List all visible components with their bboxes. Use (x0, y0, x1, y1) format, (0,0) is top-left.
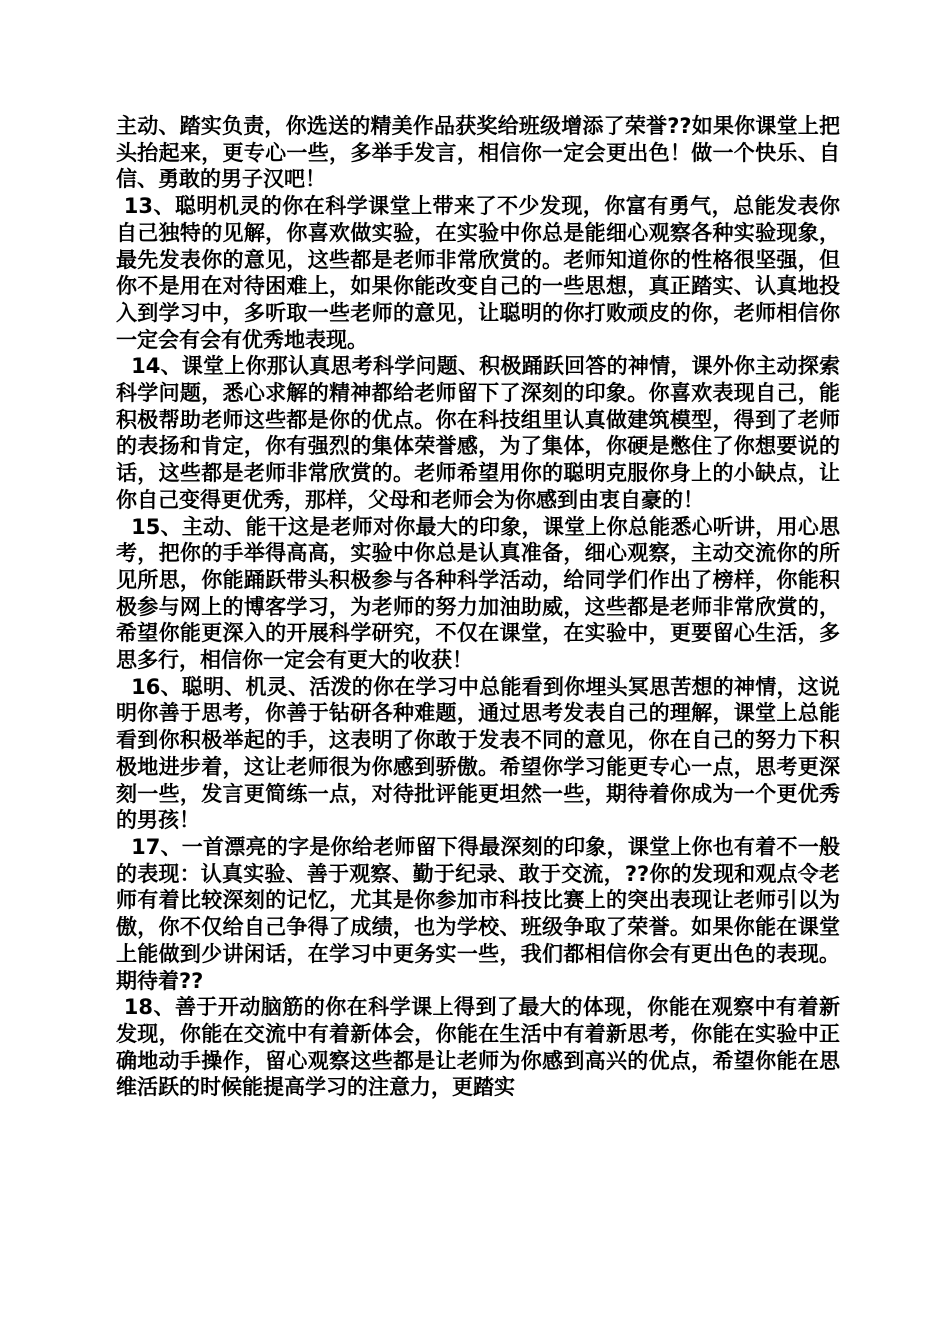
paragraph-16: 16、聪明、机灵、活泼的你在学习中总能看到你埋头冥思苦想的神情，这说明你善于思考，你善于钻研各种难题，通过思考发表自己的理解，课堂上总能看到你积极举起的手，这表明了你敢于发表不同的意见，你在自己的努力下积极地进步着，这让老师很为你感到骄傲。希望你学习能更专心一点，思考更深刻一些，发言更简练一点，对待批评能更坦然一些，期待着你成为一个更优秀的男孩！ (116, 674, 840, 833)
paragraph-14: 14、课堂上你那认真思考科学问题、积极踊跃回答的神情，课外你主动探索科学问题，悉心求解的精神都给老师留下了深刻的印象。你喜欢表现自己，能积极帮助老师这些都是你的优点。你在科技组里认真做建筑模型，得到了老师的表扬和肯定，你有强烈的集体荣誉感，为了集体，你硬是憋住了你想要说的话，这些都是老师非常欣赏的。老师希望用你的聪明克服你身上的小缺点，让你自己变得更优秀，那样，父母和老师会为你感到由衷自豪的！ (116, 354, 840, 512)
paragraph-13: 13、聪明机灵的你在科学课堂上带来了不少发现，你富有勇气，总能发表你自己独特的见解，你喜欢做实验，在实验中你总是能细心观察各种实验现象，最先发表你的意见，这些都是老师非常欣赏的。老师知道你的性格很坚强，但你不是用在对待困难上，如果你能改变自己的一些思想，真正踏实、认真地投入到学习中，多听取一些老师的意见，让聪明的你打败顽皮的你，老师相信你一定会有会有优秀地表现。 (116, 194, 840, 352)
paragraph-18: 18、善于开动脑筋的你在科学课上得到了最大的体现，你能在观察中有着新发现，你能在交流中有着新体会，你能在生活中有着新思考，你能在实验中正确地动手操作，留心观察这些都是让老师为你感到高兴的优点，希望你能在思维活跃的时候能提高学习的注意力，更踏实 (116, 995, 840, 1100)
document-page (116, 113, 840, 1101)
paragraph-intro-continuation: 主动、踏实负责，你选送的精美作品获奖给班级增添了荣誉??如果你课堂上把头抬起来，更专心一些，多举手发言，相信你一定会更出色！做一个快乐、自信、勇敢的男子汉吧！ (116, 114, 840, 192)
paragraph-15: 15、主动、能干这是老师对你最大的印象，课堂上你总能悉心听讲，用心思考，把你的手举得高高，实验中你总是认真准备，细心观察，主动交流你的所见所思，你能踊跃带头积极参与各种科学活动，给同学们作出了榜样，你能积极参与网上的博客学习，为老师的努力加油助威，这些都是老师非常欣赏的，希望你能更深入的开展科学研究，不仅在课堂，在实验中，更要留心生活，多思多行，相信你一定会有更大的收获！ (116, 514, 840, 673)
paragraph-17: 17、一首漂亮的字是你给老师留下得最深刻的印象，课堂上你也有着不一般的表现：认真实验、善于观察、勤于纪录、敢于交流，??你的发现和观点令老师有着比较深刻的记忆，尤其是你参加市科技比赛上的突出表现让老师引以为傲，你不仅给自己争得了成绩，也为学校、班级争取了荣誉。如果你能在课堂上能做到少讲闲话，在学习中更务实一些，我们都相信你会有更出色的表现。期待着?? (116, 834, 840, 993)
